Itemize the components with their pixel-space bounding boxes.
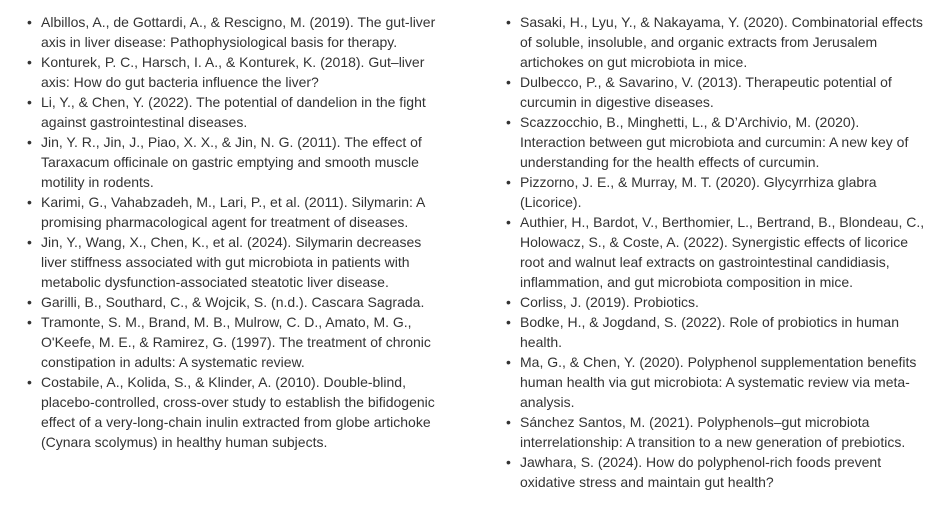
reference-item: • Ma, G., & Chen, Y. (2020). Polyphenol supplementation benefits human health via gut microbiota: A systematic review via meta-analysis. (520, 352, 928, 412)
reference-item: • Garilli, B., Southard, C., & Wojcik, S. (n.d.). Cascara Sagrada. (41, 292, 443, 312)
reference-item: • Corliss, J. (2019). Probiotics. (520, 292, 928, 312)
reference-item: • Sasaki, H., Lyu, Y., & Nakayama, Y. (2020). Combinatorial effects of soluble, insoluble, and organic extracts from Jerusalem artichokes on gut microbiota in mice. (520, 12, 928, 72)
reference-item: • Tramonte, S. M., Brand, M. B., Mulrow, C. D., Amato, M. G., O'Keefe, M. E., & Ramirez, G. (1997). The treatment of chronic constipation in adults: A systematic review. (41, 312, 443, 372)
reference-list-right (500, 12, 928, 492)
reference-item: • Authier, H., Bardot, V., Berthomier, L., Bertrand, B., Blondeau, C., Holowacz, S., & Coste, A. (2022). Synergistic effects of licorice root and walnut leaf extracts on gastrointestinal candidiasis, inflammation, and gut microbiota composition in mice. (520, 212, 928, 292)
reference-item: • Scazzocchio, B., Minghetti, L., & D’Archivio, M. (2020). Interaction between gut microbiota and curcumin: A new key of understanding for the health effects of curcumin. (520, 112, 928, 172)
reference-item: • Jawhara, S. (2024). How do polyphenol-rich foods prevent oxidative stress and maintain gut health? (520, 452, 928, 492)
reference-item: • Pizzorno, J. E., & Murray, M. T. (2020). Glycyrrhiza glabra (Licorice). (520, 172, 928, 212)
reference-item: • Costabile, A., Kolida, S., & Klinder, A. (2010). Double-blind, placebo-controlled, cross-over study to establish the bifidogenic effect of a very-long-chain inulin extracted from globe artichoke (Cynara scolymus) in healthy human subjects. (41, 372, 443, 452)
reference-item: • Li, Y., & Chen, Y. (2022). The potential of dandelion in the fight against gastrointestinal diseases. (41, 92, 443, 132)
reference-item: • Dulbecco, P., & Savarino, V. (2013). Therapeutic potential of curcumin in digestive diseases. (520, 72, 928, 112)
reference-item: • Karimi, G., Vahabzadeh, M., Lari, P., et al. (2011). Silymarin: A promising pharmacological agent for treatment of diseases. (41, 192, 443, 232)
reference-item: • Sánchez Santos, M. (2021). Polyphenols–gut microbiota interrelationship: A transition to a new generation of prebiotics. (520, 412, 928, 452)
reference-list-left (21, 12, 443, 452)
reference-item: • Konturek, P. C., Harsch, I. A., & Konturek, K. (2018). Gut–liver axis: How do gut bacteria influence the liver? (41, 52, 443, 92)
reference-item: • Albillos, A., de Gottardi, A., & Rescigno, M. (2019). The gut-liver axis in liver disease: Pathophysiological basis for therapy. (41, 12, 443, 52)
reference-item: • Jin, Y. R., Jin, J., Piao, X. X., & Jin, N. G. (2011). The effect of Taraxacum officinale on gastric emptying and smooth muscle motility in rodents. (41, 132, 443, 192)
reference-item: • Jin, Y., Wang, X., Chen, K., et al. (2024). Silymarin decreases liver stiffness associated with gut microbiota in patients with metabolic dysfunction-associated steatotic liver disease. (41, 232, 443, 292)
reference-item: • Bodke, H., & Jogdand, S. (2022). Role of probiotics in human health. (520, 312, 928, 352)
